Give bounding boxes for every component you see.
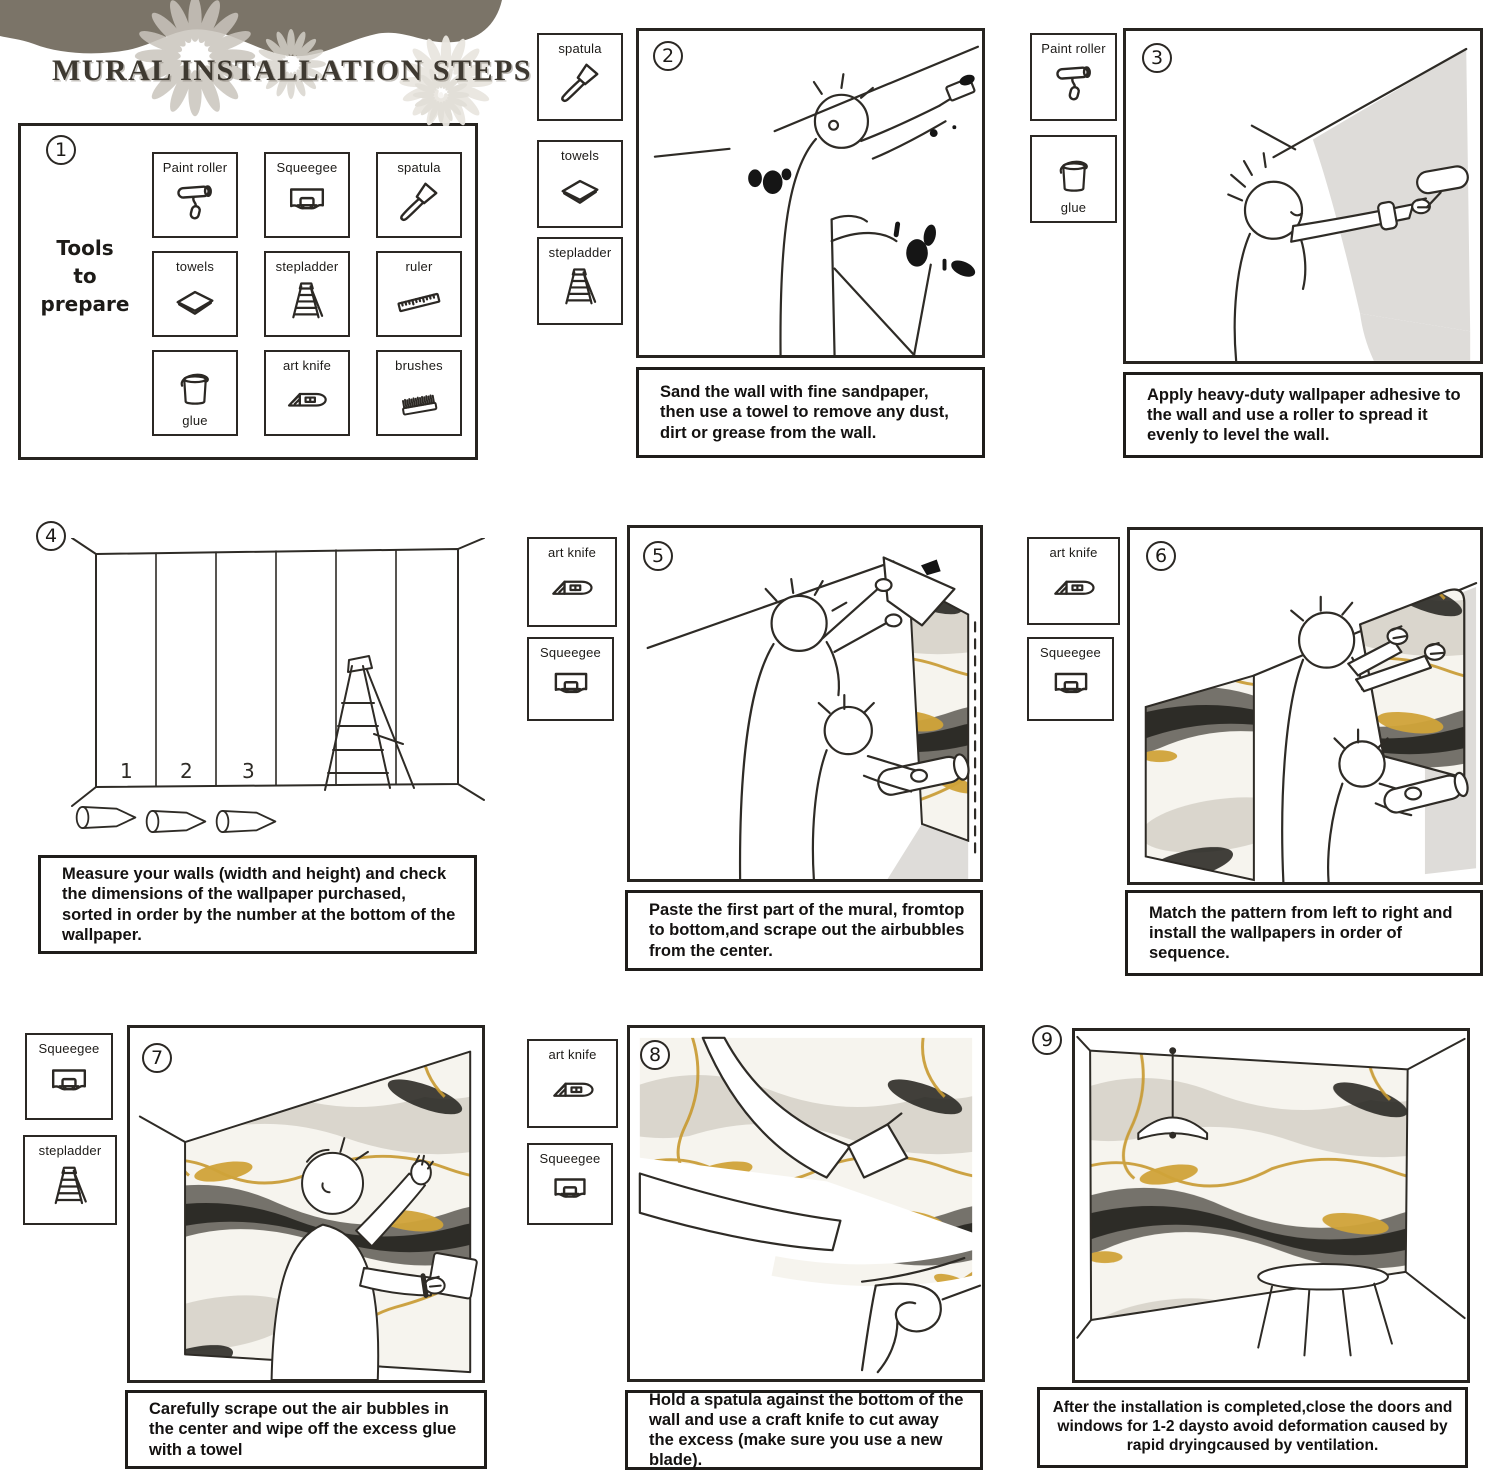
- step9-caption-box: [1037, 1387, 1468, 1468]
- step2-illustration-panel: [636, 28, 985, 358]
- glue-icon: [172, 367, 218, 413]
- step6-caption: Match the pattern from left to right and install the wallpapers in order of sequence.: [1149, 903, 1453, 963]
- step1-number-badge: 1: [46, 135, 76, 165]
- step9-illustration: [1075, 1031, 1467, 1380]
- step5-caption: Paste the first part of the mural, fromtop to bottom,and scrape out the airbubbles from the center.: [649, 901, 965, 960]
- step3-illustration-panel: [1123, 28, 1483, 364]
- paint-roller-icon: [172, 178, 218, 224]
- paint-roller-icon: [1051, 59, 1097, 105]
- art-knife-icon: [284, 376, 330, 422]
- step2-caption: Sand the wall with fine sandpaper, then use a towel to remove any dust, dirt or grease from the wall.: [660, 383, 949, 442]
- spatula-icon: [557, 59, 603, 105]
- tools-grid: [152, 152, 462, 436]
- step3-caption-box: [1123, 372, 1483, 458]
- step6-side-tool-squeegee: Squeegee: [1027, 637, 1114, 721]
- step5-caption-box: [625, 890, 983, 971]
- panel-number-2: 2: [180, 759, 193, 783]
- brushes-icon: [396, 376, 442, 422]
- page-title: MURAL INSTALLATION STEPS: [52, 54, 532, 87]
- squeegee-icon: [549, 663, 593, 707]
- step9-number-badge: 9: [1032, 1025, 1062, 1055]
- step5-side-tool-squeegee: Squeegee: [527, 637, 614, 721]
- step8-number-badge: 8: [640, 1040, 670, 1070]
- step7-caption-box: [125, 1390, 487, 1469]
- step4-number-badge: 4: [36, 521, 66, 551]
- step5-illustration: [630, 528, 980, 879]
- towels-icon: [172, 277, 218, 323]
- step8-side-tool-squeegee: Squeegee: [527, 1143, 613, 1225]
- squeegee-icon: [284, 178, 330, 224]
- step7-side-tool-stepladder: stepladder: [23, 1135, 117, 1225]
- art-knife-icon: [549, 1065, 597, 1113]
- step4-caption-box: [38, 855, 477, 954]
- step8-side-tool-art-knife: art knife: [527, 1039, 618, 1128]
- tool-art-knife: art knife: [264, 350, 350, 436]
- step3-illustration: [1126, 31, 1480, 361]
- stepladder-icon: [46, 1161, 94, 1209]
- step8-illustration-panel: [627, 1025, 985, 1382]
- towels-icon: [557, 166, 603, 212]
- panel-number-3: 3: [242, 759, 255, 783]
- squeegee-icon: [549, 1169, 591, 1211]
- step8-caption-box: [625, 1390, 983, 1470]
- spatula-icon: [396, 178, 442, 224]
- art-knife-icon: [548, 563, 596, 611]
- squeegee-icon: [1049, 663, 1093, 707]
- tool-spatula: spatula: [376, 152, 462, 238]
- step8-illustration: [630, 1028, 982, 1379]
- step6-side-tool-art-knife: art knife: [1027, 537, 1120, 625]
- art-knife-icon: [1050, 563, 1098, 611]
- step1-tools-panel: [18, 123, 478, 460]
- step9-caption: After the installation is completed,close the doors and windows for 1-2 daysto avoid deformation caused by rapid dryingcaused by ventilation.: [1052, 1399, 1453, 1454]
- step7-side-tool-squeegee: Squeegee: [25, 1033, 113, 1120]
- ruler-icon: [396, 277, 442, 323]
- tools-to-prepare-label: Tools to prepare: [40, 236, 130, 316]
- step3-side-tool-paint-roller: Paint roller: [1030, 33, 1117, 121]
- step3-side-tool-glue: glue: [1030, 135, 1117, 223]
- step2-caption-box: [636, 367, 985, 458]
- wallpaper-roll-icon: [147, 811, 206, 832]
- step5-illustration-panel: [627, 525, 983, 882]
- tool-squeegee: Squeegee: [264, 152, 350, 238]
- stepladder-icon: [284, 277, 330, 323]
- step6-caption-box: [1125, 890, 1483, 976]
- step6-illustration-panel: [1127, 527, 1483, 885]
- step7-illustration: [130, 1028, 482, 1380]
- step2-number-badge: 2: [653, 41, 683, 71]
- tool-paint-roller: Paint roller: [152, 152, 238, 238]
- wallpaper-roll-icon: [77, 807, 136, 828]
- tool-brushes: brushes: [376, 350, 462, 436]
- step4-caption: Measure your walls (width and height) and check the dimensions of the wallpaper purchased, sorted in order by the number at the bottom of the wallpaper.: [62, 865, 456, 944]
- step2-side-tool-towels: towels: [537, 140, 623, 228]
- step2-side-tool-spatula: spatula: [537, 33, 623, 121]
- step3-number-badge: 3: [1142, 43, 1172, 73]
- step4-illustration: [22, 538, 492, 850]
- step5-number-badge: 5: [643, 541, 673, 571]
- tool-stepladder: stepladder: [264, 251, 350, 337]
- stepladder-drawing: [325, 656, 414, 790]
- step2-side-tool-stepladder: stepladder: [537, 237, 623, 325]
- step7-caption: Carefully scrape out the air bubbles in the center and wipe off the excess glue with a towel: [149, 1400, 457, 1459]
- glue-icon: [1051, 154, 1097, 200]
- step8-caption: Hold a spatula against the bottom of the wall and use a craft knife to cut away the excess (make sure you use a new blade).: [649, 1390, 964, 1470]
- stepladder-icon: [557, 263, 603, 309]
- step9-illustration-panel: [1072, 1028, 1470, 1383]
- wallpaper-roll-icon: [217, 811, 276, 832]
- step7-illustration-panel: [127, 1025, 485, 1383]
- panel-number-1: 1: [120, 759, 133, 783]
- step5-side-tool-art-knife: art knife: [527, 537, 617, 627]
- tool-ruler: ruler: [376, 251, 462, 337]
- tool-towels: towels: [152, 251, 238, 337]
- step7-number-badge: 7: [142, 1043, 172, 1073]
- step6-illustration: [1130, 530, 1480, 882]
- step6-number-badge: 6: [1146, 541, 1176, 571]
- squeegee-icon: [46, 1059, 92, 1105]
- tool-glue: glue: [152, 350, 238, 436]
- step2-illustration: [639, 31, 982, 355]
- step3-caption: Apply heavy-duty wallpaper adhesive to the wall and use a roller to spread it evenly to level the wall.: [1147, 385, 1461, 445]
